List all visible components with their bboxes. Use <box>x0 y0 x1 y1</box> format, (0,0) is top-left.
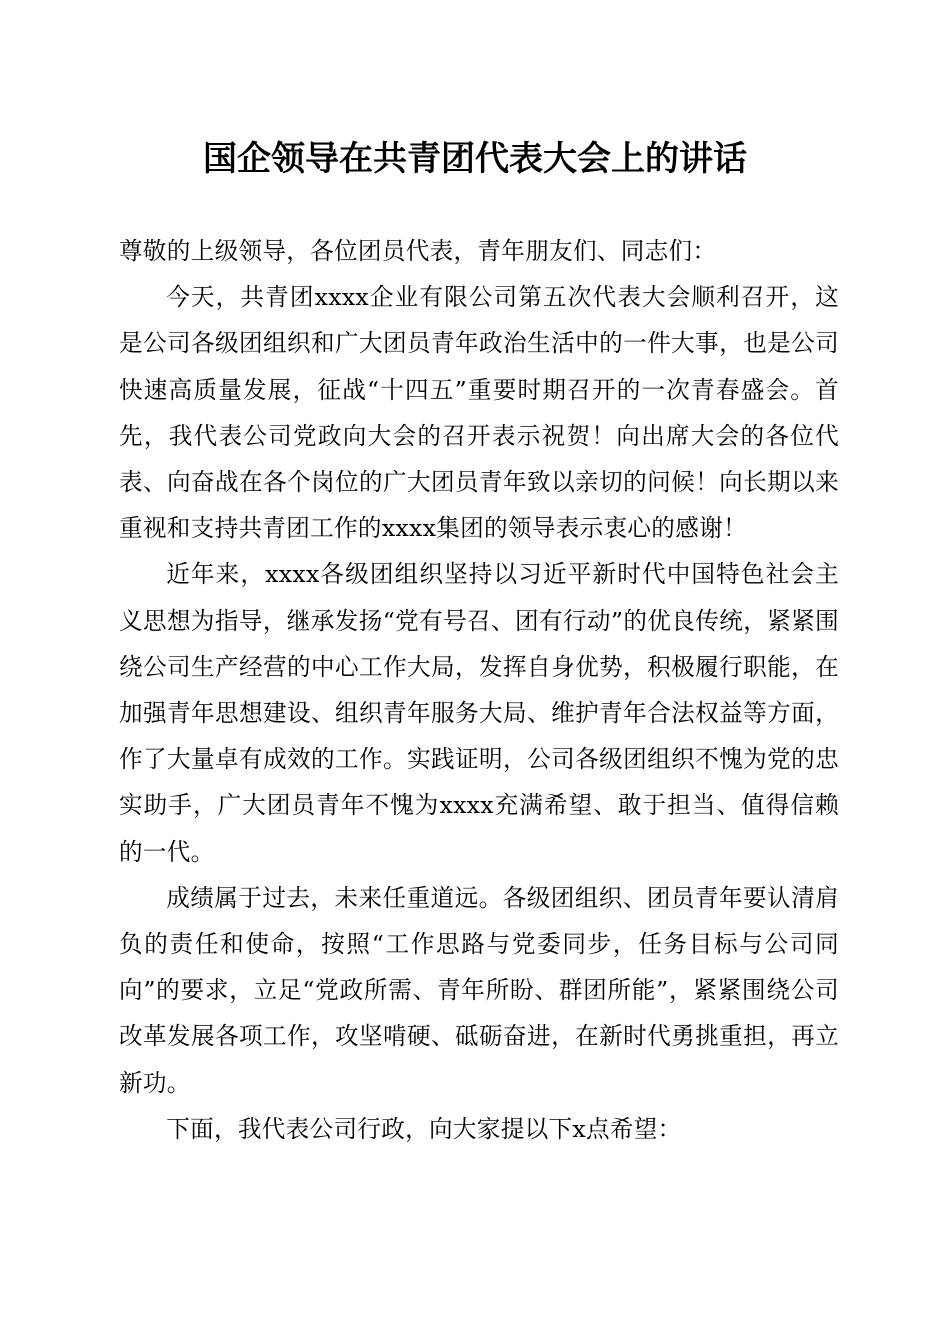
document-body <box>119 228 839 1152</box>
salutation: 尊敬的上级领导，各位团员代表，青年朋友们、同志们： <box>119 237 717 265</box>
paragraph-future: 成绩属于过去，未来任重道远。各级团组织、团员青年要认清肩负的责任和使命，按照“工作思路与党委同步，任务目标与公司同向”的要求，立足“党政所需、青年所盼、群团所能”，紧紧围绕公司改革发展各项工作，攻坚啃硬、砥砺奋进，在新时代勇挑重担，再立新功。 <box>119 883 839 1097</box>
document-title: 国企领导在共青团代表大会上的讲话 <box>203 139 747 179</box>
paragraph-achievements: 近年来，xxxx各级团组织坚持以习近平新时代中国特色社会主义思想为指导，继承发扬“党有号召、团有行动”的优良传统，紧紧围绕公司生产经营的中心工作大局，发挥自身优势，积极履行职能，在加强青年思想建设、组织青年服务大局、维护青年合法权益等方面，作了大量卓有成效的工作。实践证明，公司各级团组织不愧为党的忠实助手，广大团员青年不愧为xxxx充满希望、敢于担当、值得信赖的一代。 <box>119 560 839 866</box>
paragraph-opening: 今天，共青团xxxx企业有限公司第五次代表大会顺利召开，这是公司各级团组织和广大团员青年政治生活中的一件大事，也是公司快速高质量发展，征战“十四五”重要时期召开的一次青春盛会。首先，我代表公司党政向大会的召开表示祝贺！向出席大会的各位代表、向奋战在各个岗位的广大团员青年致以亲切的问候！向长期以来重视和支持共青团工作的xxxx集团的领导表示衷心的感谢！ <box>119 283 839 543</box>
paragraph-hopes-intro: 下面，我代表公司行政，向大家提以下x点希望： <box>166 1114 682 1143</box>
